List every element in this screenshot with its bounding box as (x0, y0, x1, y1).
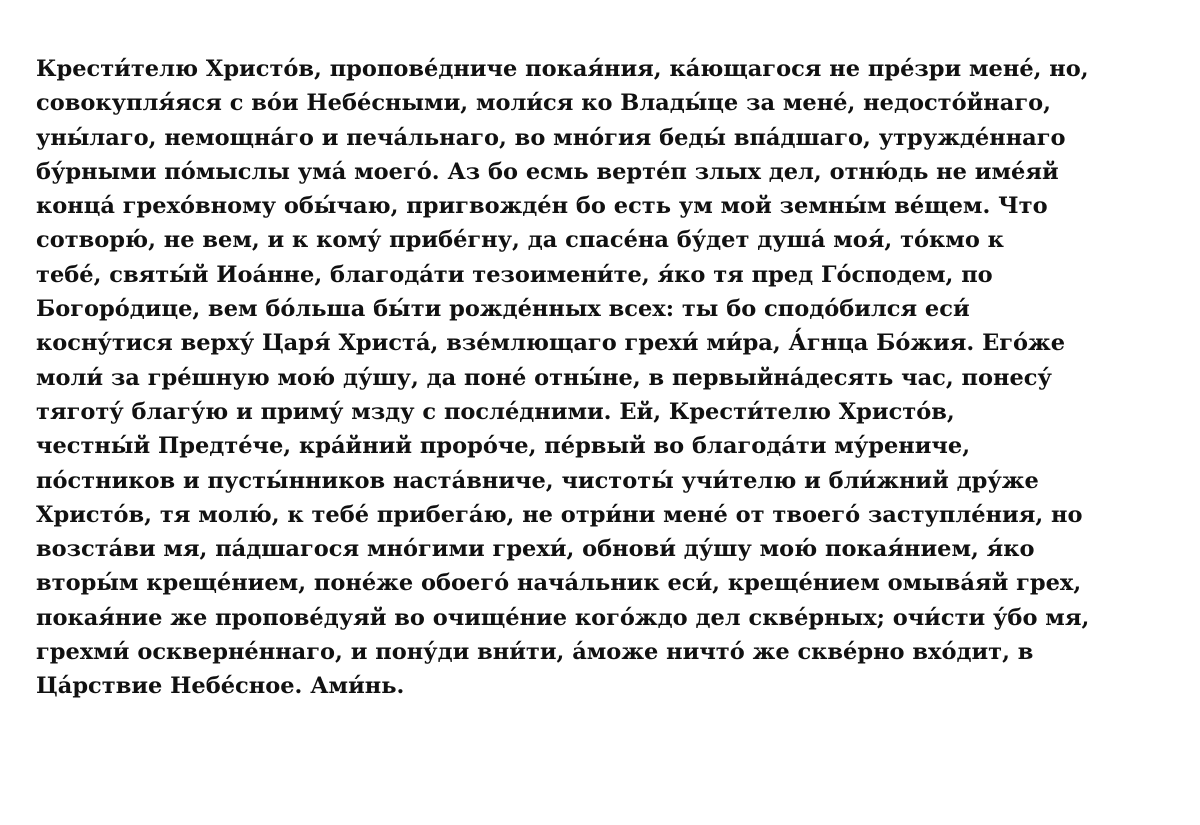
prayer-line-1: Крести́телю Христо́в, пропове́дниче покая́ния, ка́ющагося не пре́зри мене́, но, (36, 56, 1089, 82)
prayer-line-11: тяготу́ благу́ю и приму́ мзду с после́дними. Ей, Крести́телю Христо́в, (36, 398, 955, 425)
prayer-line-13: по́стников и пусты́нников наста́вниче, чистоты́ учи́телю и бли́жний дру́же (36, 467, 1039, 494)
prayer-line-5: конца́ грехо́вному обы́чаю, пригвожде́н бо есть ум мой земны́м ве́щем. Что (36, 193, 1048, 220)
prayer-line-4: бу́рными по́мыслы ума́ моего́. Аз бо есмь верте́п злых дел, отню́дь не име́яй (36, 158, 1059, 185)
prayer-line-3: уны́лаго, немощна́го и печа́льнаго, во мно́гия беды́ впа́дшаго, утружде́ннаго (36, 124, 1066, 151)
prayer-line-8: Богоро́дице, вем бо́льша бы́ти рожде́нных всех: ты бо сподо́бился еси́ (36, 296, 970, 323)
prayer-line-14: Христо́в, тя молю́, к тебе́ прибега́ю, не отри́ни мене́ от твоего́ заступле́ния, но (36, 501, 1083, 528)
prayer-line-10: моли́ за гре́шную мою́ ду́шу, да поне́ отны́не, в первыйна́десять час, понесу́ (36, 364, 1052, 391)
prayer-line-18: грехми́ оскверне́ннаго, и пону́ди вни́ти, а́може ничто́ же скве́рно вхо́дит, в (36, 639, 1034, 666)
prayer-line-12: честны́й Предте́че, кра́йний проро́че, пе́рвый во благода́ти му́рениче, (36, 433, 971, 460)
prayer-text (36, 52, 1176, 704)
prayer-line-15: возста́ви мя, па́дшагося мно́гими грехи́, обнови́ ду́шу мою́ покая́нием, я́ко (36, 536, 1035, 563)
prayer-line-6: сотворю́, не вем, и к кому́ прибе́гну, да спасе́на бу́дет душа́ моя́, то́кмо к (36, 227, 1004, 254)
prayer-line-19: Ца́рствие Небе́сное. Ами́нь. (36, 673, 405, 700)
prayer-line-17: покая́ние же пропове́дуяй во очище́ние кого́ждо дел скве́рных; очи́сти у́бо мя, (36, 604, 1090, 631)
prayer-line-7: тебе́, святы́й Иоа́нне, благода́ти тезоимени́те, я́ко тя пред Го́сподем, по (36, 261, 993, 288)
prayer-line-2: совокупля́яся с во́и Небе́сными, моли́ся ко Влады́це за мене́, недосто́йнаго, (36, 90, 1051, 117)
prayer-line-9: косну́тися верху́ Царя́ Христа́, взе́млющаго грехи́ ми́ра, А́гнца Бо́жия. Его́же (36, 330, 1066, 357)
prayer-line-16: вторы́м креще́нием, поне́же обоего́ нача́льник еси́, креще́нием омыва́яй грех, (36, 570, 1082, 597)
